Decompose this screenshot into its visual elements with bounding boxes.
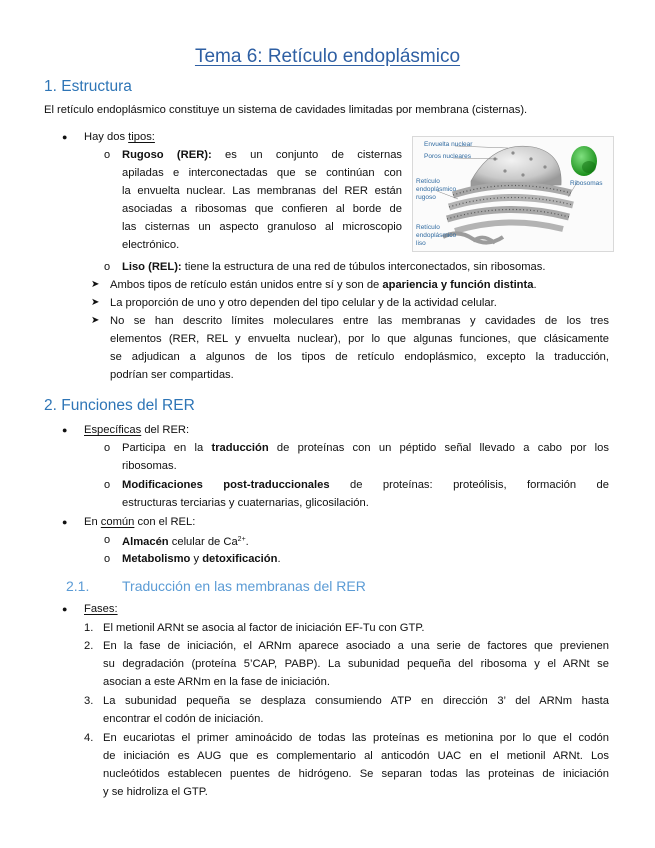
comun-line: En común con el REL: xyxy=(84,516,196,528)
circle-bullet-icon: o xyxy=(104,479,111,491)
figure-label: Retículo xyxy=(416,178,440,185)
figure-label: endoplásmico xyxy=(416,186,457,193)
section-heading-estructura: 1. Estructura xyxy=(44,78,132,95)
phase-4-line-2: de iniciación es AUG que es complementario al anticodón UAC en el metionil ARNt. Los xyxy=(103,750,609,762)
modificaciones-line-2: estructuras terciarias y cuaternarias, glicosilación. xyxy=(122,497,369,509)
rugoso-line-1: Rugoso (RER): es un conjunto de cisternas xyxy=(122,149,403,161)
rugoso-line-3: la envuelta nuclear. Las membranas del RER están xyxy=(122,185,402,197)
especificas-line: Específicas del RER: xyxy=(84,424,190,436)
arrow-bullet-icon: ➤ xyxy=(91,279,100,290)
bullet-icon: ● xyxy=(62,517,68,527)
arrow-item-2: La proporción de uno y otro dependen del tipo celular y de la actividad celular. xyxy=(110,297,497,309)
circle-bullet-icon: o xyxy=(104,149,111,161)
arrow-item-3-line-3: se adjudican a algunos de los tipos de retículo endoplásmico, excepto la traducción, xyxy=(110,351,609,363)
figure-label: Envuelta nuclear xyxy=(424,141,473,148)
bullet-icon: ● xyxy=(62,425,68,435)
arrow-item-3-line-2: elementos (RER, REL y envuelta nuclear), por lo que algunas funciones, que clásicamente xyxy=(110,333,609,345)
figure-label: Retículo xyxy=(416,224,440,231)
phase-number: 3. xyxy=(84,695,94,707)
arrow-item-3-line-1: No se han descrito límites moleculares entre las membranas y cavidades de los tres xyxy=(110,315,609,327)
rugoso-line-2: apiladas e interconectadas que se continúan con xyxy=(122,167,402,179)
modificaciones-line-1: Modificaciones post-traduccionales de proteínas: proteólisis, formación de xyxy=(122,479,609,491)
circle-bullet-icon: o xyxy=(104,534,111,546)
arrow-item-3-line-4: podrían ser compartidas. xyxy=(110,369,234,381)
intro-paragraph: El retículo endoplásmico constituye un sistema de cavidades limitadas por membrana (cisternas). xyxy=(44,104,528,116)
phase-4-line-1: En eucariotas el primer aminoácido de todas las proteínas es metionina por lo que el codón xyxy=(103,732,609,744)
circle-bullet-icon: o xyxy=(104,442,111,454)
bullet-icon: ● xyxy=(62,604,68,614)
rugoso-line-4: asociadas a ribosomas que confieren al borde de xyxy=(122,203,402,215)
subsection-heading-traduccion: 2.1. Traducción en las membranas del RER xyxy=(66,578,366,594)
phase-2-line-2: su degradación (proteína 5’CAP, PABP). La subunidad pequeña del ribosoma y el ARNt se xyxy=(103,658,609,670)
traduccion-line-2: ribosomas. xyxy=(122,460,177,472)
tipos-line: Hay dos tipos: xyxy=(84,131,155,143)
phase-number: 2. xyxy=(84,640,94,652)
fases-label: Fases: xyxy=(84,603,118,615)
rugoso-line-5: las cisternas un aspecto granuloso al microscopio xyxy=(122,221,402,233)
phase-1-line-1: El metionil ARNt se asocia al factor de iniciación EF-Tu con GTP. xyxy=(103,622,425,634)
figure-label: Poros nucleares xyxy=(424,153,471,160)
er-diagram-figure xyxy=(412,136,614,252)
figure-label: rugoso xyxy=(416,194,436,201)
metabolismo-line: Metabolismo y detoxificación. xyxy=(122,553,281,565)
phase-3-line-2: encontrar el codón de iniciación. xyxy=(103,713,264,725)
circle-bullet-icon: o xyxy=(104,261,111,273)
figure-label: endoplásmico xyxy=(416,232,457,239)
figure-label: liso xyxy=(416,240,426,247)
figure-label: Ribosomas xyxy=(570,180,603,187)
arrow-bullet-icon: ➤ xyxy=(91,297,100,308)
circle-bullet-icon: o xyxy=(104,553,111,565)
phase-2-line-3: asocian a este ARNm en la fase de iniciación. xyxy=(103,676,330,688)
phase-number: 4. xyxy=(84,732,94,744)
phase-4-line-3: nucleótidos establecen puentes de hidrógeno. Se separan todas las proteinas de iniciación xyxy=(103,768,609,780)
phase-4-line-4: y se hidroliza el GTP. xyxy=(103,786,208,798)
almacen-line: Almacén celular de $Ca^{2+}$. xyxy=(122,536,249,548)
phase-number: 1. xyxy=(84,622,94,634)
bullet-icon: ● xyxy=(62,132,68,142)
phase-3-line-1: La subunidad pequeña se desplaza consumiendo ATP en dirección 3’ del ARNm hasta xyxy=(103,695,609,707)
traduccion-line-1: Participa en la traducción de proteínas con un péptido señal llevado a cabo por los xyxy=(122,442,609,454)
phase-2-line-1: En la fase de iniciación, el ARNm aparece asociado a una serie de factores que previenen xyxy=(103,640,609,652)
section-heading-funciones: 2. Funciones del RER xyxy=(44,397,195,414)
rugoso-line-6: electrónico. xyxy=(122,239,180,251)
liso-line: Liso (REL): tiene la estructura de una red de túbulos interconectados, sin ribosomas. xyxy=(122,261,546,273)
arrow-bullet-icon: ➤ xyxy=(91,315,100,326)
arrow-item-1: Ambos tipos de retículo están unidos entre sí y son de apariencia y función distinta. xyxy=(110,279,537,291)
page-title: Tema 6: Retículo endoplásmico xyxy=(194,46,461,67)
